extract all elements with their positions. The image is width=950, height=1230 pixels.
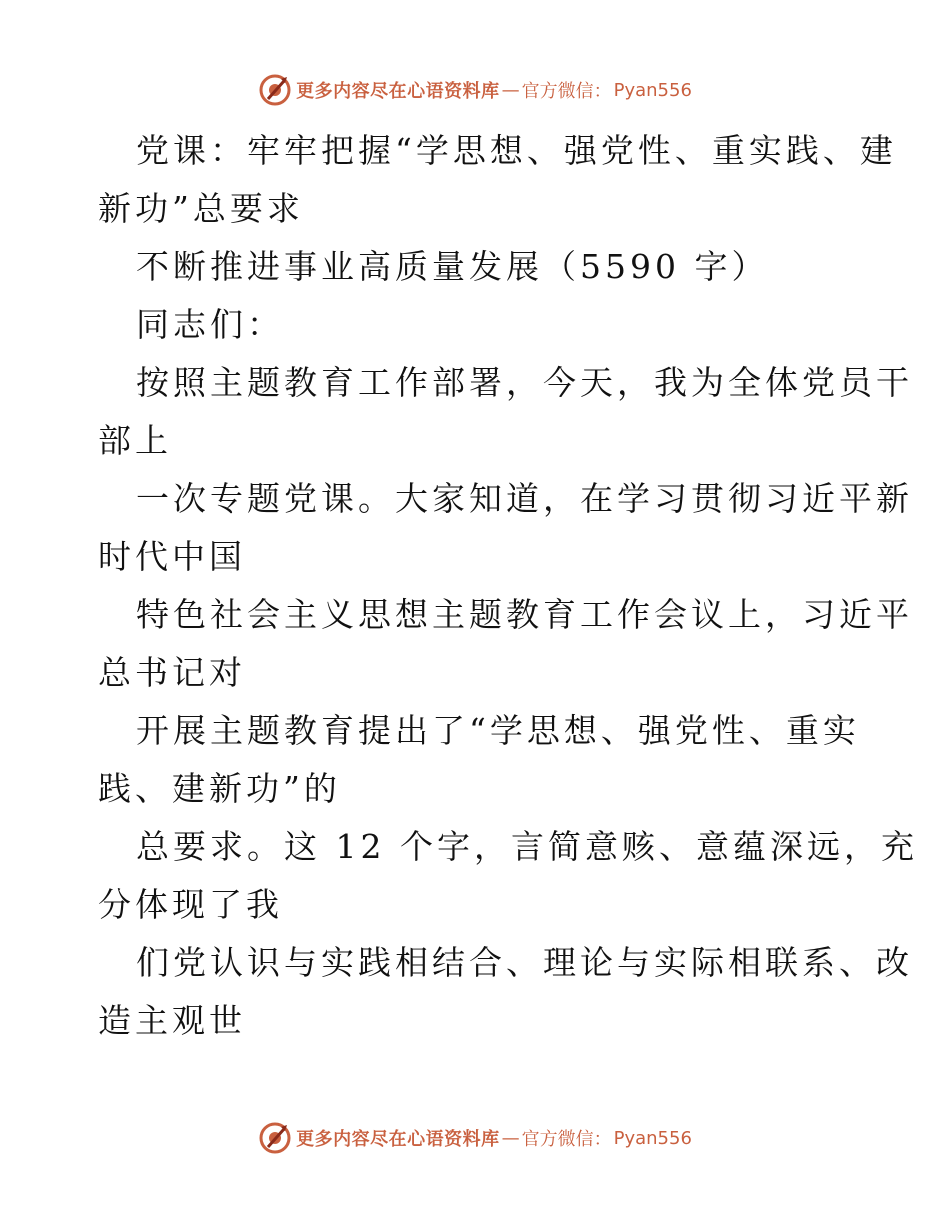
watermark-brand: 更多内容尽在心语资料库 xyxy=(296,1129,500,1150)
paragraph-line: 践、建新功”的 xyxy=(98,769,341,808)
brand-logo-icon xyxy=(258,1121,292,1155)
watermark-separator: — xyxy=(501,79,520,101)
paragraph-line: 总书记对 xyxy=(98,653,246,692)
paragraph-line: 时代中国 xyxy=(98,537,246,576)
watermark-brand: 更多内容尽在心语资料库 xyxy=(296,81,500,102)
paragraph-line: 总要求。这 12 个字，言简意赅、意蕴深远，充 xyxy=(136,827,918,866)
header-watermark xyxy=(0,70,950,110)
paragraph-line: 们党认识与实践相结合、理论与实际相联系、改 xyxy=(136,943,913,982)
subtitle-line: 不断推进事业高质量发展（5590 字） xyxy=(136,247,769,286)
paragraph-line: 按照主题教育工作部署，今天，我为全体党员干 xyxy=(136,363,913,402)
watermark-wechat-id: Pyan556 xyxy=(613,79,692,101)
footer-watermark xyxy=(0,1118,950,1158)
watermark-wechat-label: 官方微信： xyxy=(521,1129,612,1150)
paragraph-line: 部上 xyxy=(98,421,172,460)
watermark-wechat-label: 官方微信： xyxy=(521,81,612,102)
paragraph-line: 分体现了我 xyxy=(98,885,283,924)
watermark-separator: — xyxy=(501,1127,520,1149)
title-line-1: 党课：牢牢把握“学思想、强党性、重实践、建 xyxy=(136,131,897,170)
document-body xyxy=(98,122,918,1050)
paragraph-line: 一次专题党课。大家知道，在学习贯彻习近平新 xyxy=(136,479,913,518)
paragraph-line: 特色社会主义思想主题教育工作会议上，习近平 xyxy=(136,595,913,634)
brand-logo-icon xyxy=(258,73,292,107)
watermark-wechat-id: Pyan556 xyxy=(613,1127,692,1149)
paragraph-line: 开展主题教育提出了“学思想、强党性、重实 xyxy=(136,711,860,750)
title-line-2: 新功”总要求 xyxy=(98,189,304,228)
paragraph-line: 造主观世 xyxy=(98,1001,246,1040)
salutation-line: 同志们： xyxy=(136,305,284,344)
